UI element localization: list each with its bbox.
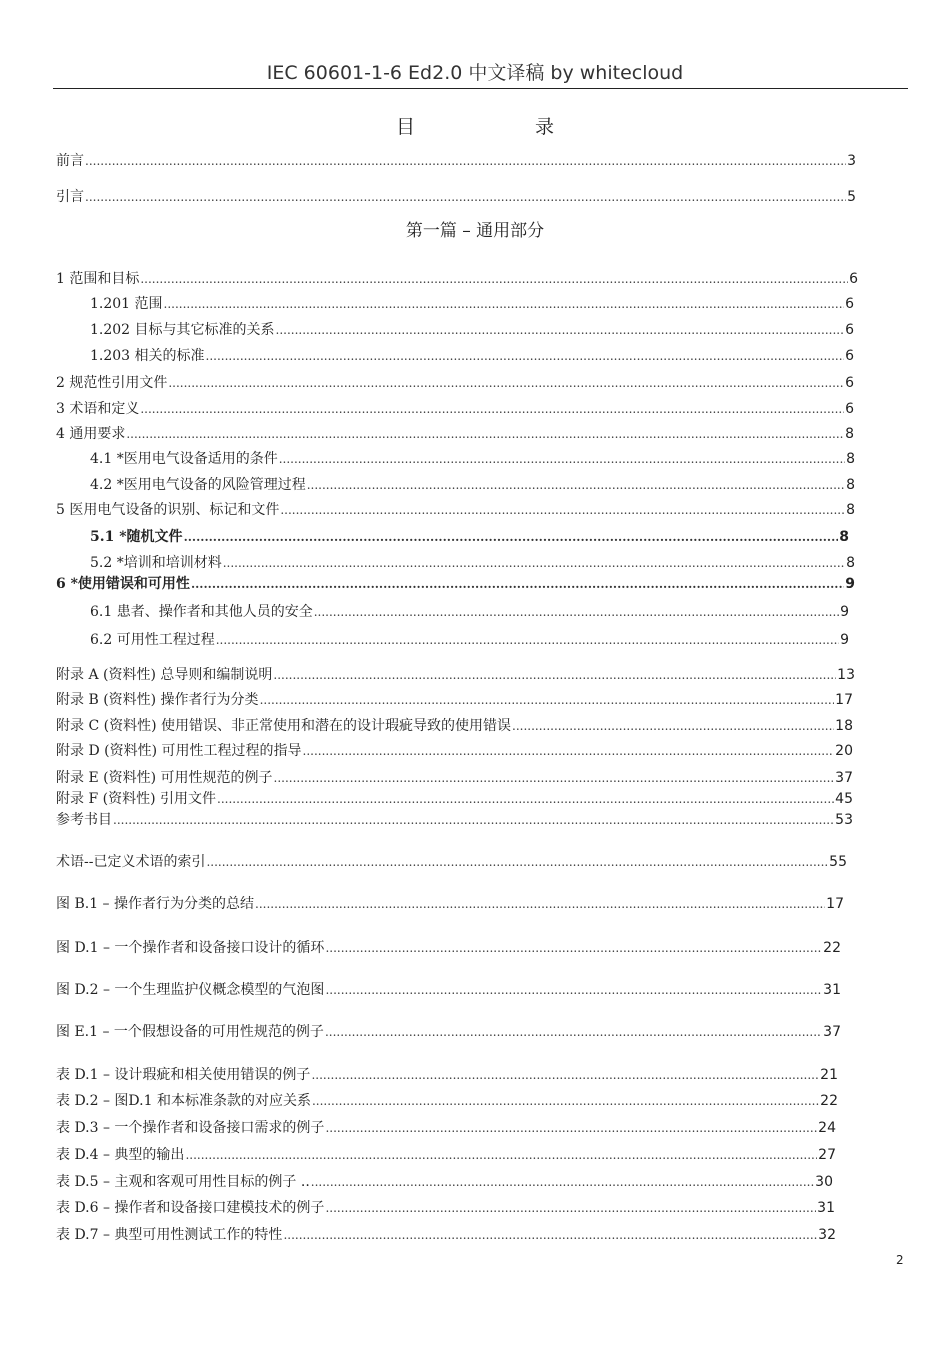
toc-entry-foreword[interactable]: 前言 ..... 3: [56, 150, 856, 170]
toc-entry[interactable]: 6.2 可用性工程过程 ..... 9: [90, 629, 849, 649]
toc-entry[interactable]: 5 医用电气设备的识别、标记和文件 ..... 8: [56, 499, 855, 519]
toc-entry-annex[interactable]: 附录 D (资料性) 可用性工程过程的指导 ..... 20: [56, 740, 853, 760]
toc-entry[interactable]: 5.2 *培训和培训材料 ..... 8: [90, 552, 855, 572]
toc-entry-annex[interactable]: 附录 A (资料性) 总导则和编制说明 ..... 13: [56, 664, 855, 684]
toc-entry-introduction[interactable]: 引言 ..... 5: [56, 186, 856, 206]
toc-entry-annex[interactable]: 附录 F (资料性) 引用文件 ..... 45: [56, 788, 853, 808]
header-rule: [53, 88, 908, 89]
toc-entry[interactable]: 4.2 *医用电气设备的风险管理过程 ..... 8: [90, 474, 855, 494]
toc-entry-index[interactable]: 术语--已定义术语的索引 ..... 55: [56, 851, 847, 871]
toc-entry-figure[interactable]: 图 B.1 – 操作者行为分类的总结 ..... 17: [56, 893, 844, 913]
toc-entry-annex[interactable]: 附录 C (资料性) 使用错误、非正常使用和潜在的设计瑕疵导致的使用错误 ..... 18: [56, 715, 853, 735]
toc-entry[interactable]: 4.1 *医用电气设备适用的条件 ..... 8: [90, 448, 855, 468]
toc-entry[interactable]: 1.201 范围 ..... 6: [90, 293, 854, 313]
toc-entry-bibliography[interactable]: 参考书目 ..... 53: [56, 809, 853, 829]
page-number: 2: [896, 1253, 904, 1267]
toc-title-right: 录: [535, 116, 555, 138]
toc-entry-table[interactable]: 表 D.7 – 典型可用性测试工作的特性 ..... 32: [56, 1224, 836, 1244]
toc-entry[interactable]: 3 术语和定义 ..... 6: [56, 398, 854, 418]
toc-entry[interactable]: 5.1 *随机文件 ..... 8: [90, 526, 849, 546]
toc-entry[interactable]: 4 通用要求 ..... 8: [56, 423, 854, 443]
toc-entry-figure[interactable]: 图 E.1 – 一个假想设备的可用性规范的例子 ..... 37: [56, 1021, 841, 1041]
toc-title: [0, 112, 950, 139]
toc-entry-table[interactable]: 表 D.6 – 操作者和设备接口建模技术的例子 ..... 31: [56, 1197, 835, 1217]
page-header: IEC 60601-1-6 Ed2.0 中文译稿 by whitecloud: [266, 62, 684, 84]
toc-entry[interactable]: 1 范围和目标 ..... 6: [56, 268, 858, 288]
part-title: 第一篇 – 通用部分: [405, 221, 545, 241]
toc-entry-annex[interactable]: 附录 E (资料性) 可用性规范的例子 ..... 37: [56, 767, 853, 787]
toc-entry-figure[interactable]: 图 D.2 – 一个生理监护仪概念模型的气泡图 ..... 31: [56, 979, 841, 999]
toc-entry[interactable]: 6.1 患者、操作者和其他人员的安全 ..... 9: [90, 601, 849, 621]
toc-entry-table[interactable]: 表 D.2 – 图D.1 和本标准条款的对应关系 ..... 22: [56, 1090, 838, 1110]
toc-entry-annex[interactable]: 附录 B (资料性) 操作者行为分类 ..... 17: [56, 689, 853, 709]
toc-title-left: 目: [395, 116, 415, 138]
toc-entry[interactable]: 2 规范性引用文件 ..... 6: [56, 372, 854, 392]
toc-entry[interactable]: 1.203 相关的标准 ..... 6: [90, 345, 854, 365]
toc-entry[interactable]: 6 *使用错误和可用性 ..... 9: [56, 573, 855, 593]
toc-entry-table[interactable]: 表 D.5 – 主观和客观可用性目标的例子 .. ..... 30: [56, 1171, 833, 1191]
toc-entry[interactable]: 1.202 目标与其它标准的关系 ..... 6: [90, 319, 854, 339]
toc-entry-table[interactable]: 表 D.4 – 典型的输出 ..... 27: [56, 1144, 836, 1164]
toc-entry-table[interactable]: 表 D.1 – 设计瑕疵和相关使用错误的例子 ..... 21: [56, 1064, 838, 1084]
toc-entry-figure[interactable]: 图 D.1 – 一个操作者和设备接口设计的循环 ..... 22: [56, 937, 841, 957]
toc-entry-table[interactable]: 表 D.3 – 一个操作者和设备接口需求的例子 ..... 24: [56, 1117, 836, 1137]
